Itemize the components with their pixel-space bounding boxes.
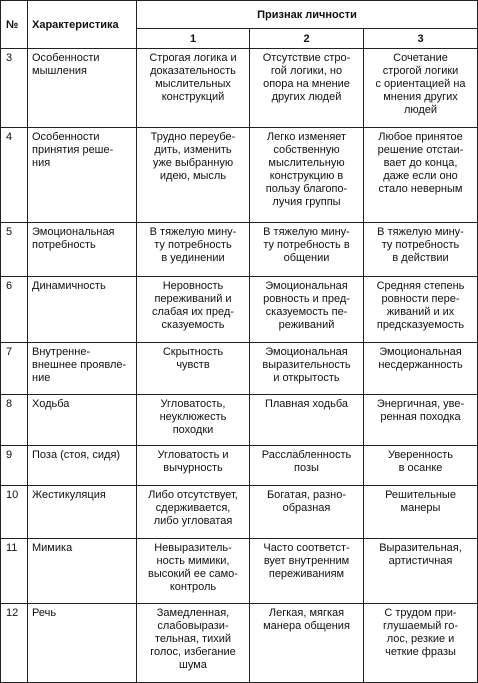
row-number: 3	[1, 49, 28, 128]
cell-type-3: Эмоциональная несдержанность	[364, 343, 478, 395]
row-characteristic: Эмоциональная потребность	[28, 223, 137, 277]
header-characteristic: Характеристика	[28, 1, 137, 49]
cell-type-2: Расслабленность позы	[250, 446, 364, 486]
cell-type-1: В тяжелую мину- ту потребность в уединении	[137, 223, 250, 277]
cell-type-3: Средняя степень ровности пере- живаний и их предсказуемость	[364, 277, 478, 343]
cell-type-1: Угловатость, неуклюжесть походки	[137, 395, 250, 446]
cell-type-1: Угловатость и вычурность	[137, 446, 250, 486]
cell-type-1: Строгая логика и доказательность мыслительных конструкций	[137, 49, 250, 128]
table-row	[1, 604, 478, 683]
row-characteristic: Речь	[28, 604, 137, 683]
row-characteristic: Поза (стоя, сидя)	[28, 446, 137, 486]
header-row-main	[1, 1, 478, 29]
header-number: №	[1, 1, 28, 49]
cell-type-3: В тяжелую мину- ту потребность в действии	[364, 223, 478, 277]
table-row	[1, 446, 478, 486]
cell-type-2: Эмоциональная ровность и пред- сказуемость пе- реживаний	[250, 277, 364, 343]
row-characteristic: Внутренне- внешнее проявле- ние	[28, 343, 137, 395]
cell-type-2: Богатая, разно- образная	[250, 486, 364, 539]
cell-type-3: Выразительная, артистичная	[364, 539, 478, 604]
table-row	[1, 128, 478, 223]
cell-type-2: Часто соответст- вует внутренним переживаниям	[250, 539, 364, 604]
header-type-3: 3	[364, 29, 478, 49]
cell-type-3: С трудом при- глушаемый го- лос, резкие и четкие фразы	[364, 604, 478, 683]
row-number: 4	[1, 128, 28, 223]
row-number: 12	[1, 604, 28, 683]
row-number: 11	[1, 539, 28, 604]
row-number: 6	[1, 277, 28, 343]
cell-type-1: Трудно переубе- дить, изменить уже выбранную идею, мысль	[137, 128, 250, 223]
table-row	[1, 539, 478, 604]
table-row	[1, 343, 478, 395]
header-personality-trait: Признак личности	[137, 1, 478, 29]
cell-type-1: Замедленная, слабовырази- тельная, тихий голос, избегание шума	[137, 604, 250, 683]
row-characteristic: Ходьба	[28, 395, 137, 446]
header-type-2: 2	[250, 29, 364, 49]
cell-type-1: Невыразитель- ность мимики, высокий ее само- контроль	[137, 539, 250, 604]
cell-type-2: Отсутствие стро- гой логики, но опора на мнение других людей	[250, 49, 364, 128]
cell-type-1: Неровность переживаний и слабая их пред- сказуемость	[137, 277, 250, 343]
cell-type-2: Легкая, мягкая манера общения	[250, 604, 364, 683]
cell-type-3: Сочетание строгой логики с ориентацией на мнения других людей	[364, 49, 478, 128]
cell-type-3: Уверенность в осанке	[364, 446, 478, 486]
table-row	[1, 486, 478, 539]
table-row	[1, 277, 478, 343]
table-row	[1, 395, 478, 446]
row-characteristic: Мимика	[28, 539, 137, 604]
cell-type-3: Любое принятое решение отстаи- вает до конца, даже если оно стало неверным	[364, 128, 478, 223]
row-characteristic: Особенности мышления	[28, 49, 137, 128]
cell-type-1: Либо отсутствует, сдерживается, либо угловатая	[137, 486, 250, 539]
row-number: 10	[1, 486, 28, 539]
row-characteristic: Жестикуляция	[28, 486, 137, 539]
row-number: 8	[1, 395, 28, 446]
row-number: 9	[1, 446, 28, 486]
cell-type-2: Эмоциональная выразительность и открытость	[250, 343, 364, 395]
table-row	[1, 223, 478, 277]
header-type-1: 1	[137, 29, 250, 49]
row-number: 5	[1, 223, 28, 277]
cell-type-2: Легко изменяет собственную мыслительную конструкцию в пользу благопо- лучия группы	[250, 128, 364, 223]
row-number: 7	[1, 343, 28, 395]
cell-type-3: Решительные манеры	[364, 486, 478, 539]
cell-type-3: Энергичная, уве- ренная походка	[364, 395, 478, 446]
row-characteristic: Динамичность	[28, 277, 137, 343]
table-row	[1, 49, 478, 128]
cell-type-1: Скрытность чувств	[137, 343, 250, 395]
row-characteristic: Особенности принятия реше- ния	[28, 128, 137, 223]
cell-type-2: Плавная ходьба	[250, 395, 364, 446]
cell-type-2: В тяжелую мину- ту потребность в общении	[250, 223, 364, 277]
